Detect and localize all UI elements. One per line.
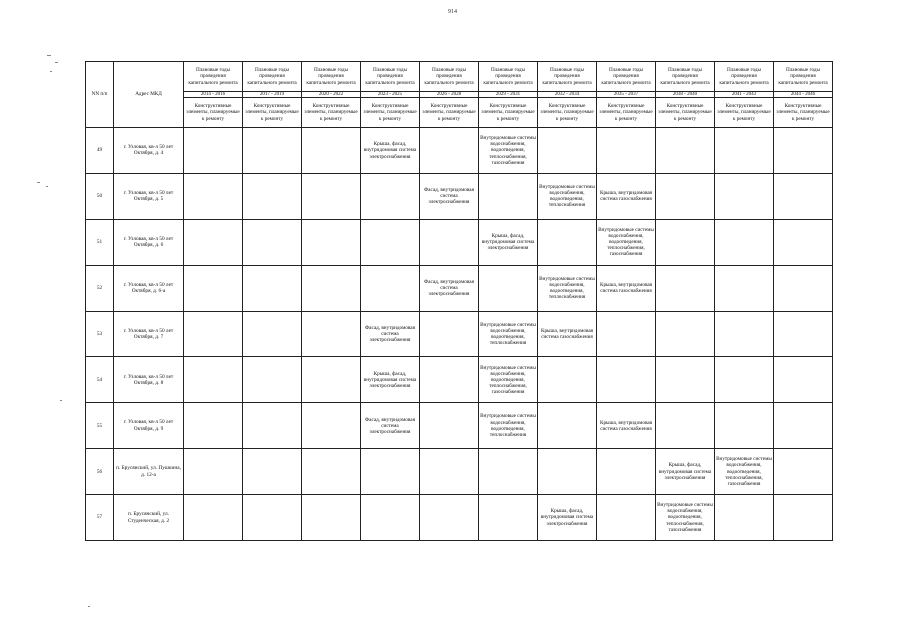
- plan-cell: [302, 403, 361, 449]
- plan-cell: Фасад, внутридомовая система электроснабжения: [420, 173, 479, 219]
- plan-cell: Внутридомовые системы водоснабжения, водоотведения, теплоснабжения: [538, 265, 597, 311]
- table-body: [86, 128, 833, 541]
- header-elements-cell: Конструктивные элементы, планируемые к ремонту: [361, 98, 420, 128]
- header-elements-cell: Конструктивные элементы, планируемые к ремонту: [243, 98, 302, 128]
- period-cell: 2020 - 2022: [302, 92, 361, 98]
- plan-cell: Крыша, фасад, внутридомовая система электроснабжения: [538, 495, 597, 541]
- header-plan-cell: Плановые годы проведения капитального ремонта: [538, 62, 597, 92]
- plan-cell: Крыша, фасад, внутридомовая система электроснабжения: [361, 128, 420, 174]
- plan-cell: [715, 128, 774, 174]
- header-elements-cell: Конструктивные элементы, планируемые к ремонту: [420, 98, 479, 128]
- header-elements-cell: Конструктивные элементы, планируемые к ремонту: [656, 98, 715, 128]
- plan-cell: Внутридомовые системы водоснабжения, водоотведения, теплоснабжения: [479, 311, 538, 357]
- plan-cell: [420, 128, 479, 174]
- row-address: г. Узловая, кв-л 50 лет Октября, д. 6-а: [114, 265, 184, 311]
- plan-cell: [479, 173, 538, 219]
- plan-cell: Крыша, внутридомовая система газоснабжения: [597, 265, 656, 311]
- period-cell: 2032 - 2034: [538, 92, 597, 98]
- plan-cell: Крыша, фасад, внутридомовая система электроснабжения: [656, 449, 715, 495]
- capital-repair-plan-table: [85, 61, 833, 541]
- plan-cell: Фасад, внутридомовая система электроснабжения: [361, 311, 420, 357]
- plan-cell: Крыша, внутридомовая система газоснабжения: [538, 311, 597, 357]
- plan-cell: [243, 357, 302, 403]
- plan-cell: [420, 357, 479, 403]
- plan-cell: [715, 311, 774, 357]
- plan-cell: [243, 173, 302, 219]
- plan-cell: [656, 128, 715, 174]
- header-elements-cell: Конструктивные элементы, планируемые к ремонту: [302, 98, 361, 128]
- row-address: г. Узловая, кв-л 50 лет Октября, д. 4: [114, 128, 184, 174]
- plan-cell: [302, 311, 361, 357]
- row-address: г. Узловая, кв-л 50 лет Октября, д. 9: [114, 403, 184, 449]
- plan-cell: [361, 173, 420, 219]
- plan-cell: [243, 311, 302, 357]
- plan-cell: [597, 495, 656, 541]
- plan-cell: [715, 219, 774, 265]
- plan-cell: Внутридомовые системы водоснабжения, водоотведения, теплоснабжения, газоснабжения: [597, 219, 656, 265]
- period-cell: 2041 - 2043: [715, 92, 774, 98]
- row-number: 55: [86, 403, 114, 449]
- plan-cell: [715, 173, 774, 219]
- row-number: 56: [86, 449, 114, 495]
- header-num: NN п/п: [86, 62, 114, 128]
- plan-cell: [597, 128, 656, 174]
- plan-cell: [243, 219, 302, 265]
- table-row: [86, 265, 833, 311]
- table-row: [86, 403, 833, 449]
- row-number: 53: [86, 311, 114, 357]
- plan-cell: Фасад, внутридомовая система электроснабжения: [420, 265, 479, 311]
- plan-cell: [302, 357, 361, 403]
- plan-cell: Фасад, внутридомовая система электроснабжения: [361, 403, 420, 449]
- plan-cell: [538, 449, 597, 495]
- plan-cell: [774, 495, 833, 541]
- table-row: [86, 173, 833, 219]
- plan-cell: [361, 265, 420, 311]
- plan-cell: [715, 357, 774, 403]
- plan-cell: [184, 219, 243, 265]
- header-plan-cell: Плановые годы проведения капитального ремонта: [774, 62, 833, 92]
- plan-cell: [597, 449, 656, 495]
- plan-cell: [361, 495, 420, 541]
- row-address: г. Узловая, кв-л 50 лет Октября, д. 5: [114, 173, 184, 219]
- row-number: 57: [86, 495, 114, 541]
- row-number: 52: [86, 265, 114, 311]
- plan-cell: [420, 311, 479, 357]
- period-cell: 2029 - 2031: [479, 92, 538, 98]
- plan-cell: [774, 173, 833, 219]
- plan-cell: [774, 128, 833, 174]
- header-address: Адрес МКД: [114, 62, 184, 128]
- header-row-elements: [86, 98, 833, 128]
- plan-cell: [774, 219, 833, 265]
- table-row: [86, 449, 833, 495]
- header-plan-cell: Плановые годы проведения капитального ремонта: [243, 62, 302, 92]
- plan-cell: [243, 449, 302, 495]
- table-row: [86, 311, 833, 357]
- plan-cell: [656, 311, 715, 357]
- plan-cell: Крыша, фасад, внутридомовая система электроснабжения: [361, 357, 420, 403]
- plan-cell: Внутридомовые системы водоснабжения, водоотведения, теплоснабжения, газоснабжения: [479, 128, 538, 174]
- plan-cell: Внутридомовые системы водоснабжения, водоотведения, теплоснабжения, газоснабжения: [715, 449, 774, 495]
- row-address: г. Узловая, кв-л 50 лет Октября, д. 8: [114, 357, 184, 403]
- header-plan-cell: Плановые годы проведения капитального ремонта: [361, 62, 420, 92]
- plan-cell: [302, 173, 361, 219]
- plan-cell: Внутридомовые системы водоснабжения, водоотведения, теплоснабжения: [538, 173, 597, 219]
- plan-cell: [184, 403, 243, 449]
- plan-cell: [420, 495, 479, 541]
- page-number: 914: [448, 9, 457, 15]
- period-cell: 2035 - 2037: [597, 92, 656, 98]
- plan-cell: [538, 128, 597, 174]
- header-plan-cell: Плановые годы проведения капитального ремонта: [597, 62, 656, 92]
- header-elements-cell: Конструктивные элементы, планируемые к ремонту: [774, 98, 833, 128]
- plan-cell: [184, 449, 243, 495]
- plan-cell: [302, 128, 361, 174]
- header-plan-cell: Плановые годы проведения капитального ремонта: [715, 62, 774, 92]
- period-cell: 2023 - 2025: [361, 92, 420, 98]
- row-address: г. Узловая, кв-л 50 лет Октября, д. 6: [114, 219, 184, 265]
- row-number: 54: [86, 357, 114, 403]
- period-cell: 2044 - 2046: [774, 92, 833, 98]
- header-elements-cell: Конструктивные элементы, планируемые к ремонту: [597, 98, 656, 128]
- plan-cell: [184, 265, 243, 311]
- plan-cell: [538, 357, 597, 403]
- plan-cell: [656, 403, 715, 449]
- plan-cell: [656, 357, 715, 403]
- plan-cell: [302, 449, 361, 495]
- plan-cell: [243, 403, 302, 449]
- plan-cell: [538, 403, 597, 449]
- plan-cell: [715, 265, 774, 311]
- plan-cell: [774, 357, 833, 403]
- plan-cell: [774, 265, 833, 311]
- plan-cell: [184, 311, 243, 357]
- plan-cell: [774, 311, 833, 357]
- header-elements-cell: Конструктивные элементы, планируемые к ремонту: [538, 98, 597, 128]
- plan-cell: [538, 219, 597, 265]
- row-number: 51: [86, 219, 114, 265]
- row-address: г. Узловая, кв-л 50 лет Октября, д. 7: [114, 311, 184, 357]
- plan-cell: [184, 357, 243, 403]
- header-elements-cell: Конструктивные элементы, планируемые к ремонту: [184, 98, 243, 128]
- plan-cell: Крыша, фасад, внутридомовая система электроснабжения: [479, 219, 538, 265]
- plan-cell: Крыша, внутридомовая система газоснабжения: [597, 173, 656, 219]
- plan-cell: [597, 311, 656, 357]
- header-plan-cell: Плановые годы проведения капитального ремонта: [420, 62, 479, 92]
- plan-cell: [420, 403, 479, 449]
- plan-cell: [420, 219, 479, 265]
- plan-cell: [361, 219, 420, 265]
- table-row: [86, 128, 833, 174]
- header-elements-cell: Конструктивные элементы, планируемые к ремонту: [479, 98, 538, 128]
- plan-cell: [361, 449, 420, 495]
- plan-cell: [774, 449, 833, 495]
- header-plan-cell: Плановые годы проведения капитального ремонта: [656, 62, 715, 92]
- header-elements-cell: Конструктивные элементы, планируемые к ремонту: [715, 98, 774, 128]
- period-cell: 2026 - 2028: [420, 92, 479, 98]
- table-row: [86, 219, 833, 265]
- plan-cell: [597, 357, 656, 403]
- period-cell: 2014 - 2016: [184, 92, 243, 98]
- header-plan-cell: Плановые годы проведения капитального ремонта: [302, 62, 361, 92]
- plan-cell: [715, 403, 774, 449]
- row-address: п. Брусянский, ул. Пушкина, д. 12-а: [114, 449, 184, 495]
- plan-cell: [715, 495, 774, 541]
- row-address: п. Брусянский, ул. Студенческая, д. 2: [114, 495, 184, 541]
- header-plan-cell: Плановые годы проведения капитального ремонта: [479, 62, 538, 92]
- plan-cell: [774, 403, 833, 449]
- plan-cell: [184, 495, 243, 541]
- period-cell: 2038 - 2040: [656, 92, 715, 98]
- plan-cell: [243, 495, 302, 541]
- period-cell: 2017 - 2019: [243, 92, 302, 98]
- plan-cell: Крыша, внутридомовая система газоснабжения: [597, 403, 656, 449]
- plan-cell: [656, 219, 715, 265]
- plan-cell: [656, 173, 715, 219]
- plan-cell: Внутридомовые системы водоснабжения, водоотведения, теплоснабжения: [479, 403, 538, 449]
- plan-cell: [184, 128, 243, 174]
- plan-cell: [302, 219, 361, 265]
- plan-cell: [243, 265, 302, 311]
- header-row-plan: [86, 62, 833, 92]
- plan-cell: [302, 265, 361, 311]
- plan-cell: Внутридомовые системы водоснабжения, водоотведения, теплоснабжения, газоснабжения: [656, 495, 715, 541]
- row-number: 49: [86, 128, 114, 174]
- plan-cell: [243, 128, 302, 174]
- plan-cell: [479, 495, 538, 541]
- table-row: [86, 357, 833, 403]
- table-row: [86, 495, 833, 541]
- plan-cell: [479, 449, 538, 495]
- plan-cell: [420, 449, 479, 495]
- plan-cell: [656, 265, 715, 311]
- plan-cell: [302, 495, 361, 541]
- plan-cell: Внутридомовые системы водоснабжения, водоотведения, теплоснабжения, газоснабжения: [479, 357, 538, 403]
- plan-cell: [184, 173, 243, 219]
- row-number: 50: [86, 173, 114, 219]
- plan-cell: [479, 265, 538, 311]
- header-plan-cell: Плановые годы проведения капитального ремонта: [184, 62, 243, 92]
